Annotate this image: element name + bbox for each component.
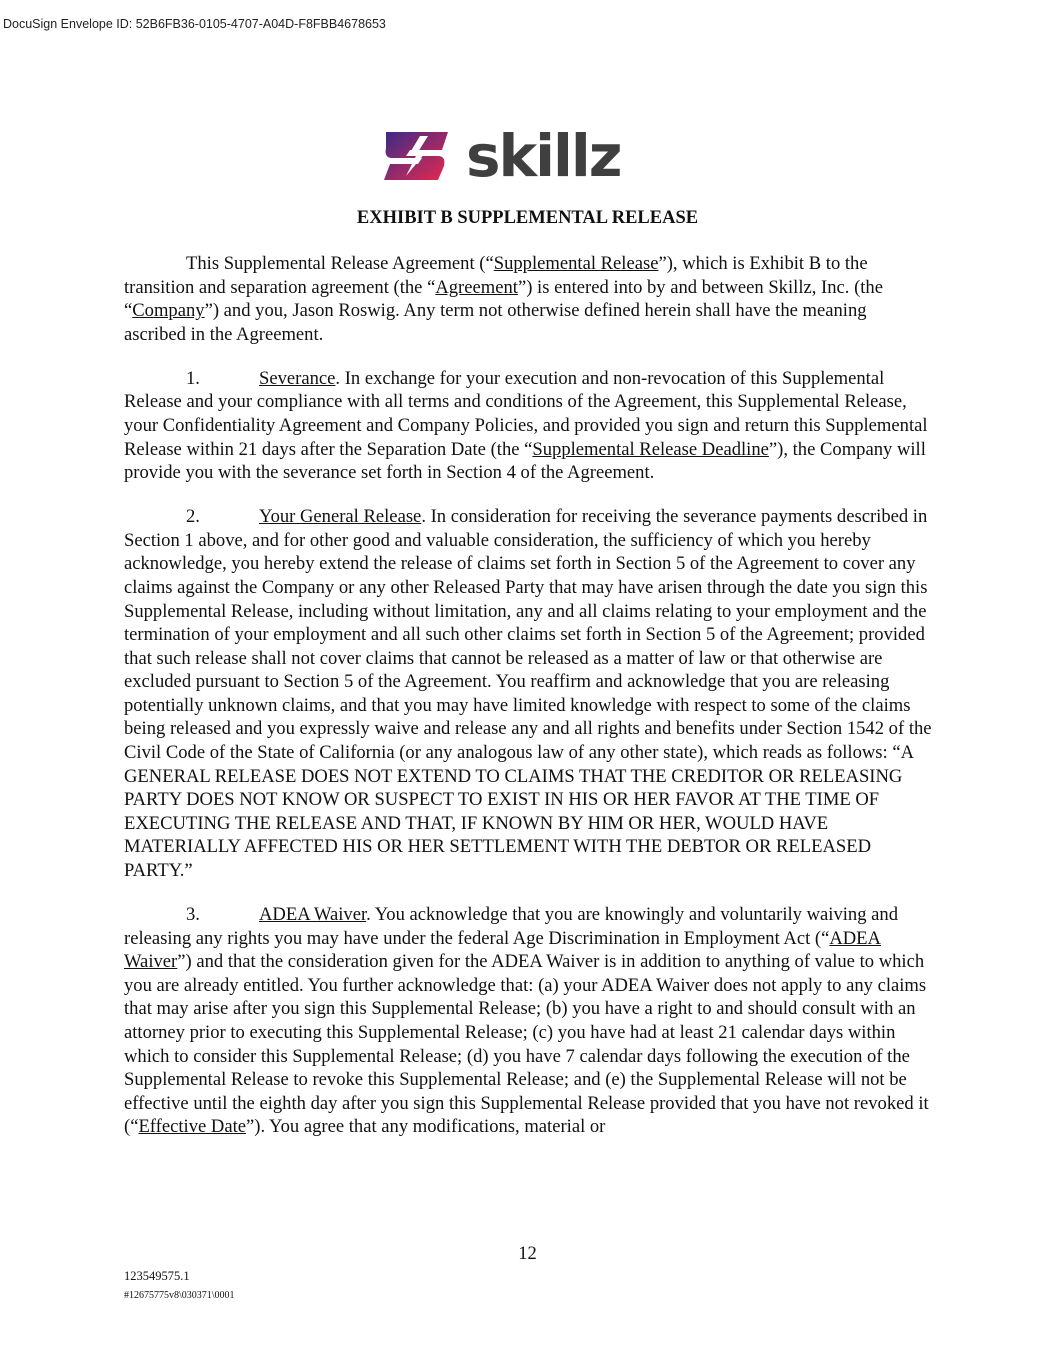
section-number: 2. bbox=[186, 506, 200, 528]
section-heading: ADEA Waiver bbox=[259, 904, 367, 926]
section-3-paragraph: 3. ADEA Waiver. You acknowledge that you are knowingly and voluntarily waiving and releasing any rights you may have under the federal Age Discrimination in Employment Act (“ADEA Waiver”) and that the consideration given for the ADEA Waiver is in addition to anything of value to which you are already entitled. You further acknowledge that: (a) your ADEA Waiver does not apply to any claims that may arise after you sign this Supplemental Release; (b) you have a right to and should consult with an attorney prior to executing this Supplemental Release; (c) you have had at least 21 calendar days within which to consider this Supplemental Release; (d) you have 7 calendar days following the execution of the Supplemental Release to revoke this Supplemental Release; and (e) the Supplemental Release will not be effective until the eighth day after you sign this Supplemental Release provided that you have not revoked it (“Effective Date”). You agree that any modifications, material or bbox=[124, 904, 929, 1138]
intro-paragraph: This Supplemental Release Agreement (“Supplemental Release”), which is Exhibit B to the transition and separation agreement (the “Agreement”) is entered into by and between Skillz, Inc. (the “Company”) and you, Jason Roswig. Any term not otherwise defined herein shall have the meaning ascribed in the Agreement. bbox=[124, 253, 883, 345]
skillz-logo bbox=[384, 126, 674, 186]
document-title: EXHIBIT B SUPPLEMENTAL RELEASE bbox=[356, 208, 699, 228]
page-number: 12 bbox=[518, 1243, 537, 1264]
skillz-logo-icon bbox=[384, 126, 674, 186]
section-2-paragraph: 2. Your General Release. In consideration for receiving the severance payments described in Section 1 above, and for other good and valuable consideration, the sufficiency of which you hereby acknowledge, you hereby extend the release of claims set forth in Section 5 of the Agreement to cover any claims against the Company or any other Released Party that may have arisen through the date you sign this Supplemental Release, including without limitation, any and all claims relating to your employment and the termination of your employment and all such other claims set forth in Section 5 of the Agreement; provided that such release shall not cover claims that cannot be released as a matter of law or that otherwise are excluded pursuant to Section 5 of the Agreement. You reaffirm and acknowledge that you are releasing potentially unknown claims, and that you may have limited knowledge with respect to some of the claims being released and you expressly waive and release any and all rights and benefits under Section 1542 of the Civil Code of the State of California (or any analogous law of any other state), which reads as follows: “A GENERAL RELEASE DOES NOT EXTEND TO CLAIMS THAT THE CREDITOR OR RELEASING PARTY DOES NOT KNOW OR SUSPECT TO EXIST IN HIS OR HER FAVOR AT THE TIME OF EXECUTING THE RELEASE AND THAT, IF KNOWN BY HIM OR HER, WOULD HAVE MATERIALLY AFFECTED HIS OR HER SETTLEMENT WITH THE DEBTOR OR RELEASED PARTY.” bbox=[124, 506, 932, 882]
footer-matter-id: #12675775v8\030371\0001 bbox=[124, 1290, 235, 1301]
section-number: 1. bbox=[186, 367, 200, 389]
section-heading: Your General Release bbox=[259, 506, 422, 528]
section-1-paragraph: 1. Severance. In exchange for your execution and non-revocation of this Supplemental Release and your compliance with all terms and conditions of the Agreement, this Supplemental Release, your Confidentiality Agreement and Company Policies, and provided you sign and return this Supplemental Release within 21 days after the Separation Date (the “Supplemental Release Deadline”), the Company will provide you with the severance set forth in Section 4 of the Agreement. bbox=[124, 367, 928, 484]
docusign-envelope-id: DocuSign Envelope ID: 52B6FB36-0105-4707-A04D-F8FBB4678653 bbox=[3, 17, 386, 31]
section-heading: Severance bbox=[259, 367, 336, 389]
defined-term: ADEA Waiver bbox=[124, 927, 881, 973]
defined-term: Company bbox=[132, 300, 205, 322]
defined-term: Agreement bbox=[435, 276, 518, 298]
section-number: 3. bbox=[186, 904, 200, 926]
footer-document-id: 123549575.1 bbox=[124, 1269, 190, 1283]
defined-term: Effective Date bbox=[138, 1116, 246, 1138]
defined-term: Supplemental Release bbox=[493, 253, 659, 274]
defined-term: Supplemental Release Deadline bbox=[532, 438, 769, 460]
document-body bbox=[124, 252, 932, 1159]
logo-wordmark: skillz bbox=[466, 126, 621, 186]
